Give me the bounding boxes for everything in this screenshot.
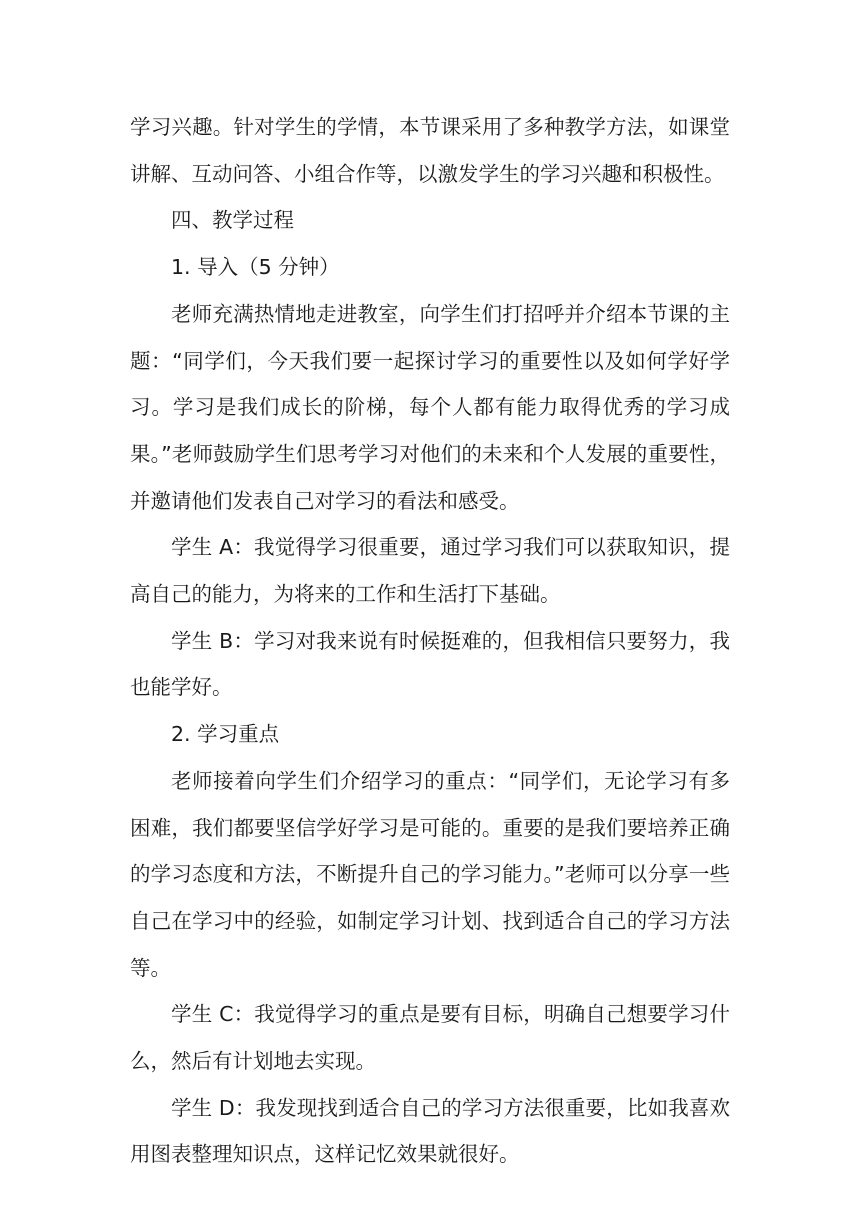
paragraph-teacher-intro: 老师充满热情地走进教室，向学生们打招呼并介绍本节课的主题：“同学们，今天我们要一起探讨学习的重要性以及如何学好学习。学习是我们成长的阶梯，每个人都有能力取得优秀的学习成果。”老师鼓励学生们思考学习对他们的未来和个人发展的重要性，并邀请他们发表自己对学习的看法和感受。 — [130, 301, 730, 513]
paragraph-continued: 学习兴趣。针对学生的学情，本节课采用了多种教学方法，如课堂讲解、互动问答、小组合作等，以激发学生的学习兴趣和积极性。 — [130, 115, 730, 186]
paragraph-student-c: 学生 C：我觉得学习的重点是要有目标，明确自己想要学习什么，然后有计划地去实现。 — [130, 1002, 730, 1074]
section-heading-teaching-process: 四、教学过程 — [171, 208, 294, 233]
paragraph-student-b: 学生 B：学习对我来说有时候挺难的，但我相信只要努力，我也能学好。 — [130, 628, 730, 700]
subheading-learning-focus: 2. 学习重点 — [171, 722, 280, 747]
subheading-introduction: 1. 导入（5 分钟） — [171, 255, 340, 280]
document-body — [130, 104, 730, 1178]
paragraph-student-a: 学生 A：我觉得学习很重要，通过学习我们可以获取知识，提高自己的能力，为将来的工作和生活打下基础。 — [130, 535, 730, 607]
paragraph-teacher-focus: 老师接着向学生们介绍学习的重点：“同学们，无论学习有多困难，我们都要坚信学好学习是可能的。重要的是我们要培养正确的学习态度和方法，不断提升自己的学习能力。”老师可以分享一些自己在学习中的经验，如制定学习计划、找到适合自己的学习方法等。 — [130, 768, 730, 980]
paragraph-student-d: 学生 D：我发现找到适合自己的学习方法很重要，比如我喜欢用图表整理知识点，这样记忆效果就很好。 — [130, 1095, 730, 1167]
